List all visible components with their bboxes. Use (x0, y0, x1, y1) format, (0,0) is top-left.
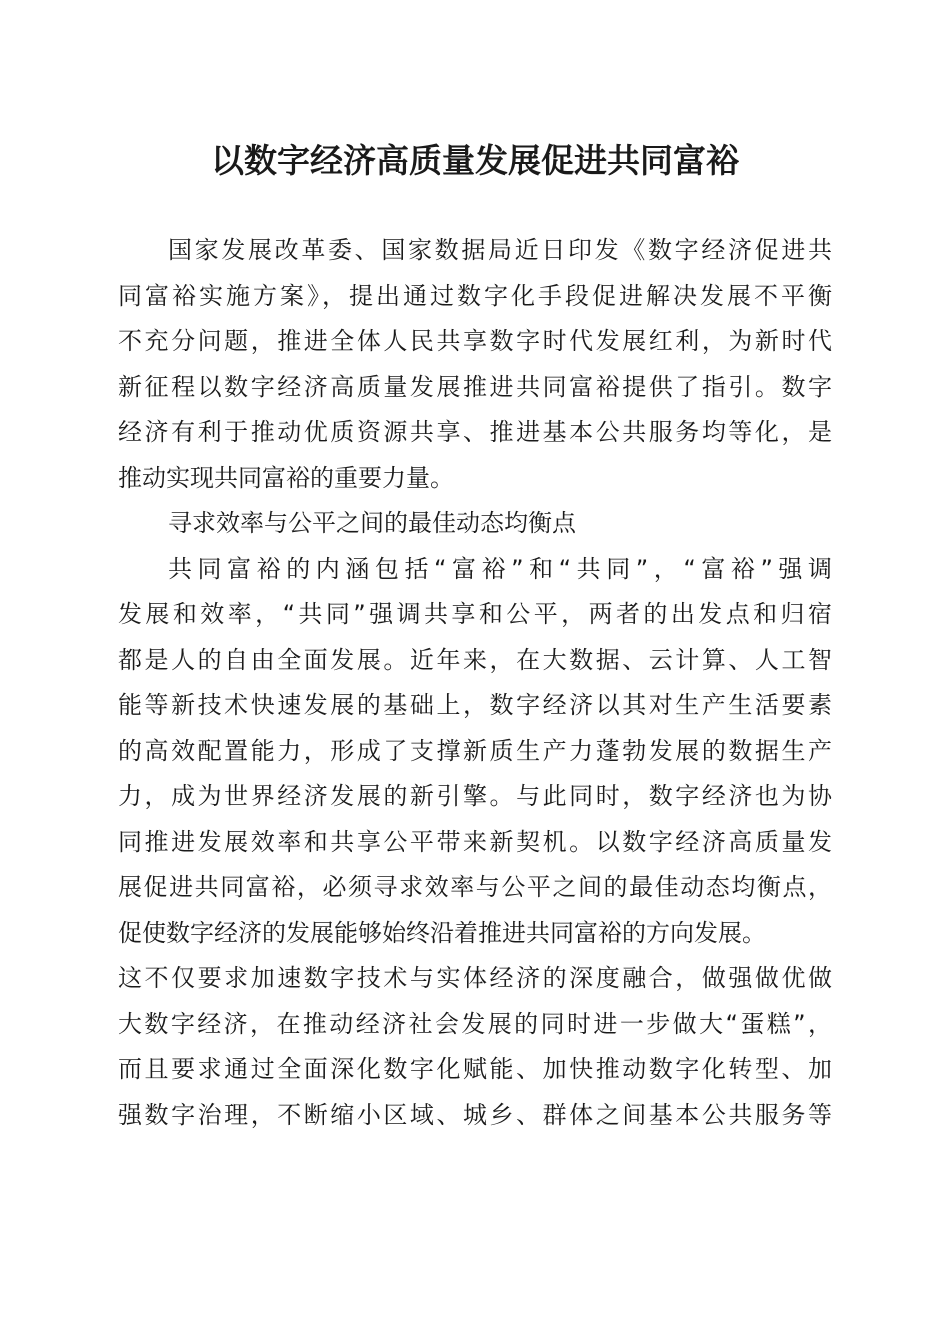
paragraph (118, 547, 832, 1139)
paragraph (118, 228, 832, 501)
text-line: 发展和效率，“共同”强调共享和公平，两者的出发点和归宿 (118, 600, 832, 628)
text-line: 而且要求通过全面深化数字化赋能、加快推动数字化转型、加 (118, 1055, 832, 1083)
text-line: 能等新技术快速发展的基础上，数字经济以其对生产生活要素 (118, 691, 832, 719)
text-line: 寻求效率与公平之间的最佳动态均衡点 (168, 509, 576, 537)
text-line: 推动实现共同富裕的重要力量。 (118, 463, 454, 492)
text-line: 这不仅要求加速数字技术与实体经济的深度融合，做强做优做 (118, 964, 832, 992)
text-line: 经济有利于推动优质资源共享、推进基本公共服务均等化，是 (118, 418, 832, 446)
text-line: 同推进发展效率和共享公平带来新契机。以数字经济高质量发 (118, 827, 832, 856)
document-body (118, 228, 832, 1138)
text-line: 促使数字经济的发展能够始终沿着推进共同富裕的方向发展。 (118, 918, 766, 947)
text-line: 力，成为世界经济发展的新引擎。与此同时，数字经济也为协 (118, 782, 832, 810)
text-line: 共同富裕的内涵包括“富裕”和“共同”，“富裕”强调 (168, 554, 832, 583)
text-line: 都是人的自由全面发展。近年来，在大数据、云计算、人工智 (118, 645, 832, 674)
section-heading (118, 501, 832, 547)
text-line: 同富裕实施方案》，提出通过数字化手段促进解决发展不平衡 (118, 281, 832, 310)
text-line: 强数字治理，不断缩小区域、城乡、群体之间基本公共服务等 (118, 1100, 832, 1129)
text-line: 新征程以数字经济高质量发展推进共同富裕提供了指引。数字 (118, 372, 832, 401)
text-line: 不充分问题，推进全体人民共享数字时代发展红利，为新时代 (118, 327, 832, 355)
text-line: 国家发展改革委、国家数据局近日印发《数字经济促进共 (168, 236, 832, 264)
text-line: 展促进共同富裕，必须寻求效率与公平之间的最佳动态均衡点， (118, 873, 832, 901)
text-line: 大数字经济，在推动经济社会发展的同时进一步做大“蛋糕”， (118, 1009, 832, 1038)
text-line: 的高效配置能力，形成了支撑新质生产力蓬勃发展的数据生产 (118, 736, 832, 765)
document-title: 以数字经济高质量发展促进共同富裕 (211, 141, 739, 180)
